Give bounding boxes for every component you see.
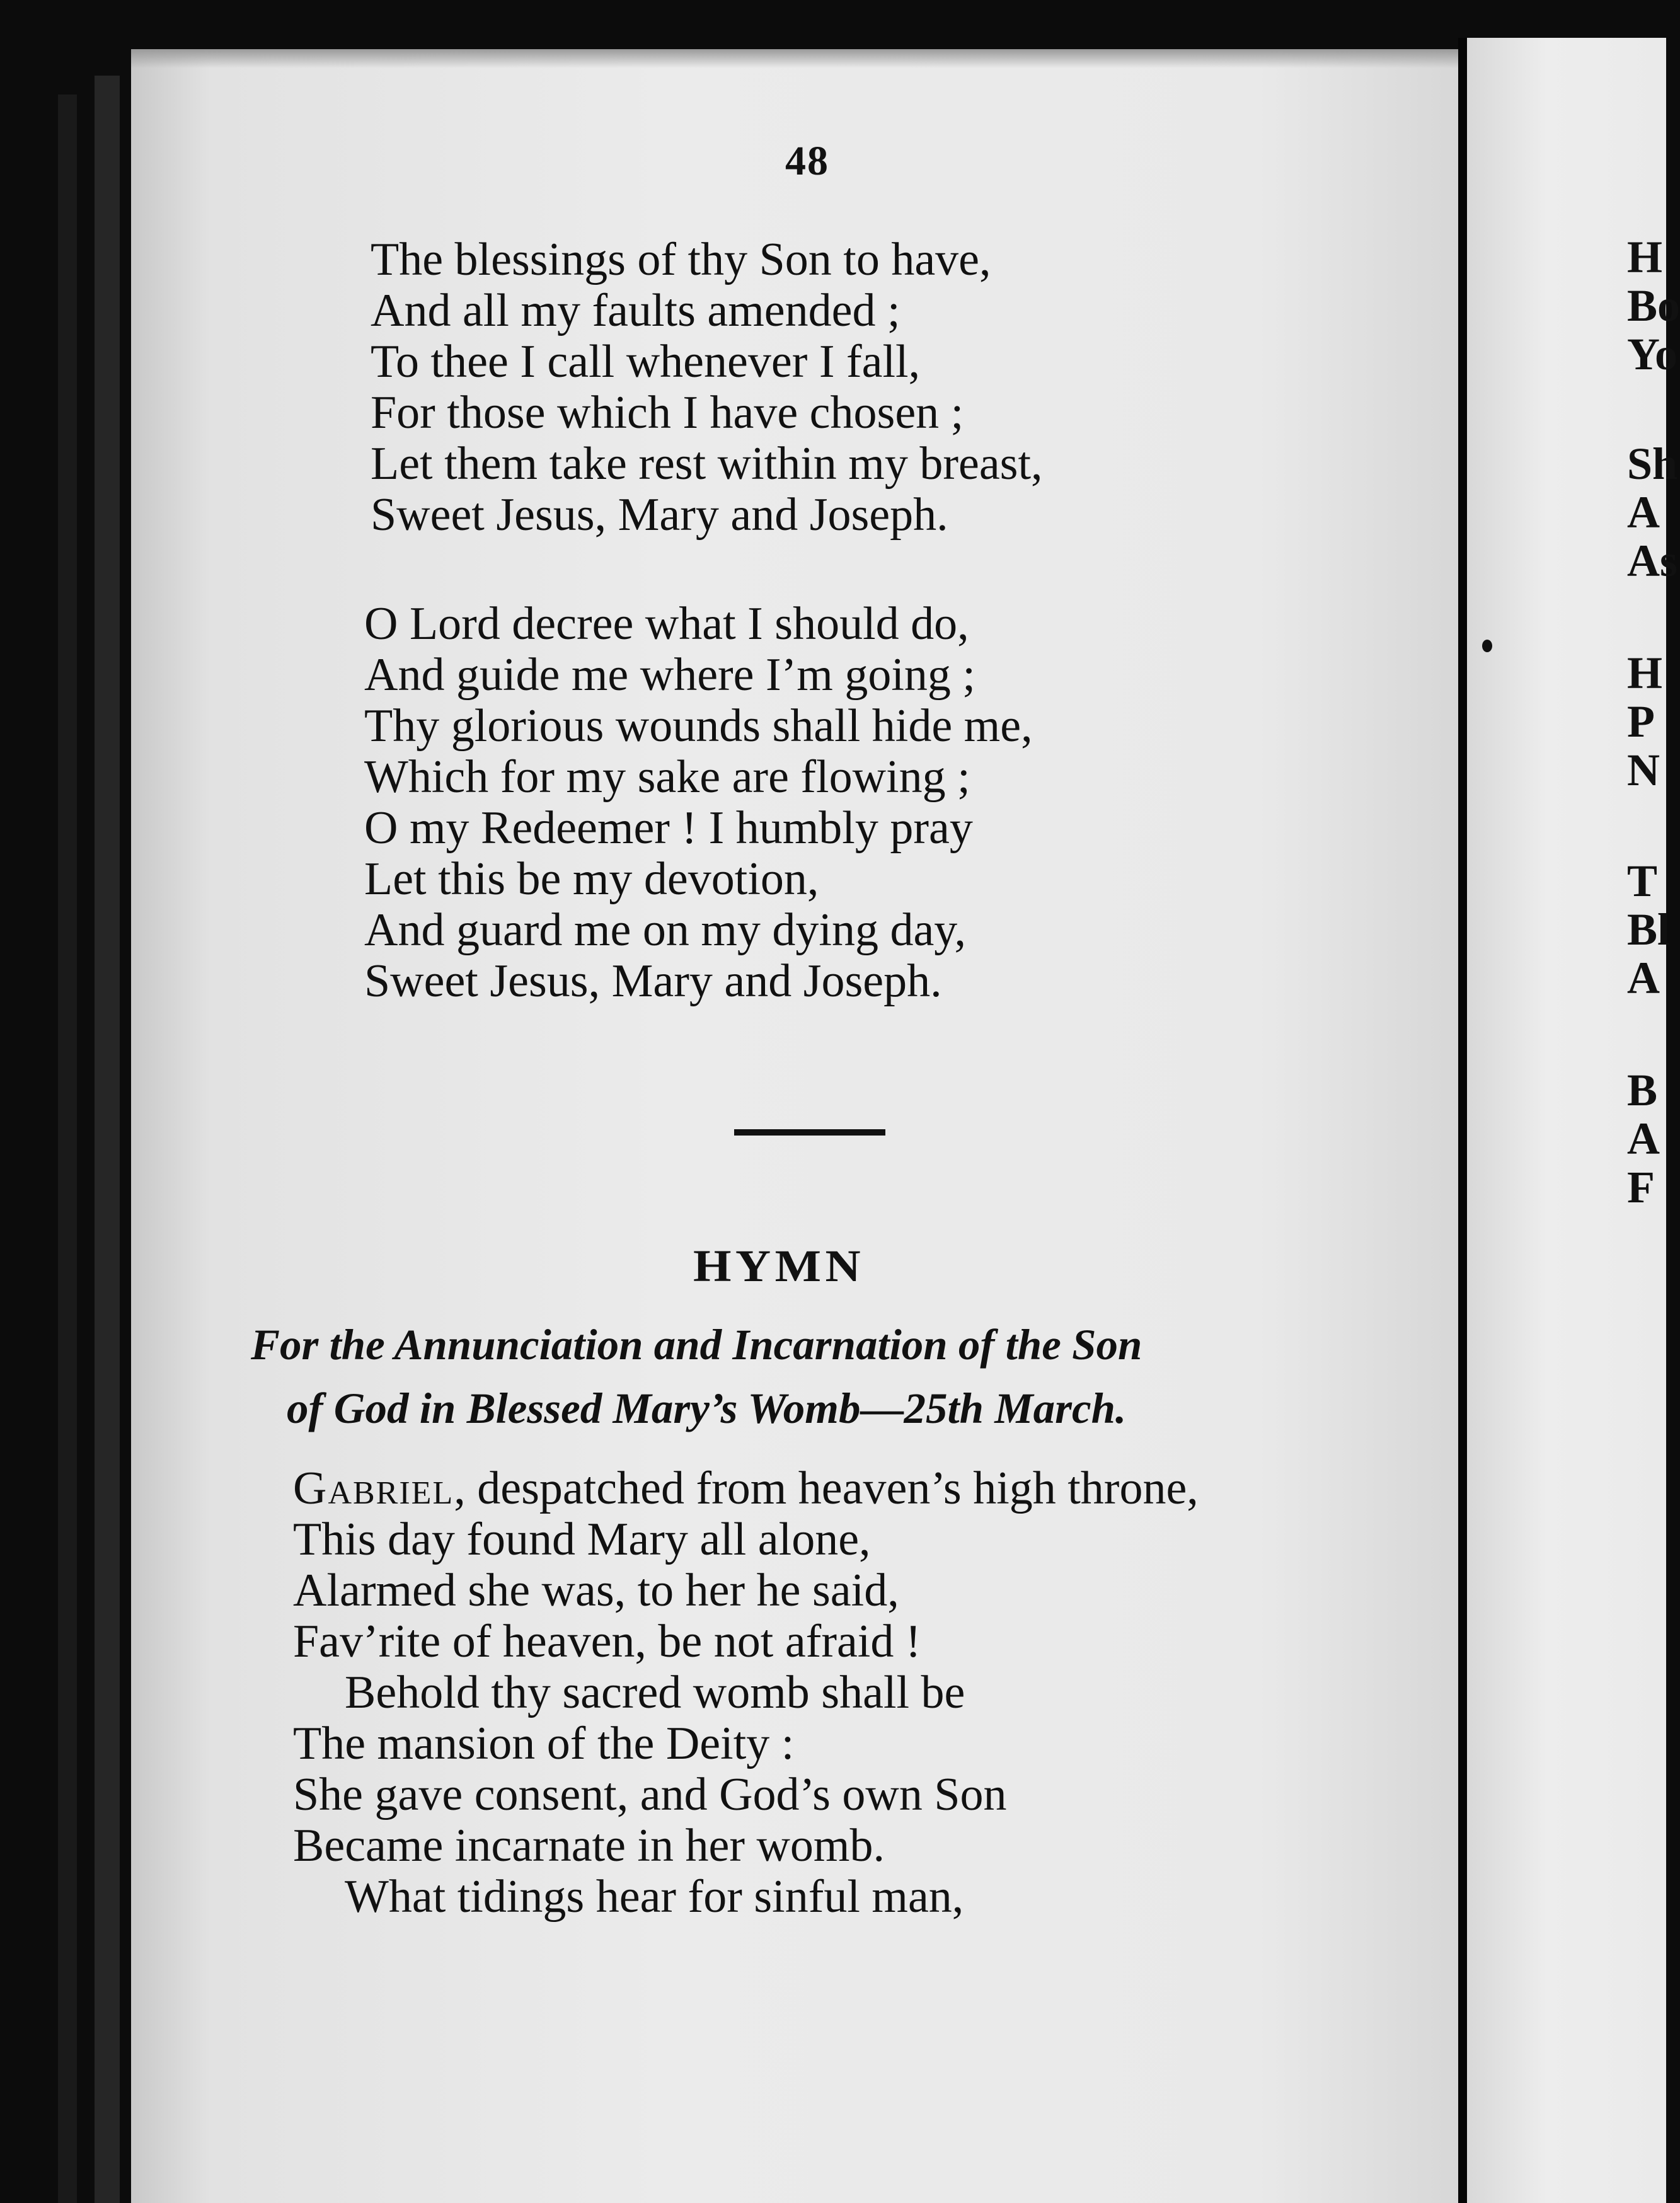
- verse-line: She gave consent, and God’s own Son: [293, 1769, 1007, 1820]
- verse-line-rest: , despatched from heaven’s high throne,: [454, 1463, 1199, 1514]
- verse-line: Sweet Jesus, Mary and Joseph.: [371, 489, 948, 541]
- verse-line: What tidings hear for sinful man,: [345, 1871, 964, 1923]
- hymn-stanza: [293, 1463, 1199, 1923]
- fragment-letters: H: [1627, 648, 1663, 698]
- fragment-letters: A: [1627, 1113, 1660, 1164]
- verse-line: [293, 1463, 1199, 1514]
- verse-line: Let them take rest within my breast,: [371, 438, 1043, 490]
- page-number: 48: [785, 138, 829, 184]
- verse-line: And guide me where I’m going ;: [364, 649, 975, 701]
- stanza: [364, 599, 1033, 1007]
- verse-line: O my Redeemer ! I humbly pray: [364, 802, 973, 854]
- verse-line: Became incarnate in her womb.: [293, 1820, 885, 1872]
- hymn-subtitle: of God in Blessed Mary’s Womb—25th March.: [287, 1384, 1127, 1432]
- ink-speck: [1482, 640, 1492, 652]
- section-divider: [734, 1129, 885, 1136]
- fragment-letters: N: [1627, 745, 1660, 795]
- verse-line: And guard me on my dying day,: [364, 904, 966, 956]
- fragment-letters: H: [1627, 232, 1663, 282]
- verse-line: To thee I call whenever I fall,: [371, 336, 921, 388]
- verse-line: The blessings of thy Son to have,: [371, 234, 991, 285]
- facing-page-fragment: [1627, 857, 1670, 1003]
- verse-line: O Lord decree what I should do,: [364, 598, 969, 650]
- fragment-letters: As: [1627, 536, 1678, 586]
- verse-line: Fav’rite of heaven, be not afraid !: [293, 1616, 921, 1667]
- fragment-letters: Bl: [1627, 904, 1671, 955]
- facing-page-fragment: [1627, 233, 1680, 379]
- verse-line: Thy glorious wounds shall hide me,: [364, 700, 1033, 752]
- fragment-letters: Yo: [1627, 329, 1678, 379]
- hymn-title: HYMN: [693, 1241, 865, 1291]
- fragment-letters: Bo: [1627, 280, 1680, 331]
- verse-line: Which for my sake are flowing ;: [364, 751, 970, 803]
- fragment-letters: B: [1627, 1065, 1658, 1115]
- fragment-letters: F: [1627, 1162, 1655, 1212]
- verse-line: Behold thy sacred womb shall be: [345, 1667, 965, 1718]
- facing-page-fragment: [1627, 440, 1677, 585]
- book-edge: [95, 76, 120, 2203]
- opening-word: Gabriel: [293, 1463, 454, 1514]
- book-gutter: [1458, 38, 1467, 2203]
- facing-page-fragment: [1627, 649, 1662, 795]
- verse-line: The mansion of the Deity :: [293, 1718, 795, 1769]
- verse-line: And all my faults amended ;: [371, 285, 900, 336]
- verse-line: Let this be my devotion,: [364, 853, 819, 905]
- book-edge: [58, 95, 77, 2203]
- hymn-subtitle: For the Annunciation and Incarnation of the Son: [251, 1321, 1142, 1369]
- fragment-letters: P: [1627, 696, 1655, 747]
- verse-line: This day found Mary all alone,: [293, 1514, 871, 1565]
- stanza: [371, 234, 1043, 541]
- verse-line: Sweet Jesus, Mary and Joseph.: [364, 955, 942, 1007]
- facing-page-fragment: [1627, 1066, 1660, 1212]
- fragment-letters: A: [1627, 487, 1660, 538]
- page-shadow: [131, 49, 1458, 68]
- verse-line: Alarmed she was, to her he said,: [293, 1565, 899, 1616]
- fragment-letters: T: [1627, 856, 1658, 906]
- verse-line: For those which I have chosen ;: [371, 387, 964, 439]
- fragment-letters: A: [1627, 953, 1660, 1003]
- fragment-letters: Sh: [1627, 439, 1678, 489]
